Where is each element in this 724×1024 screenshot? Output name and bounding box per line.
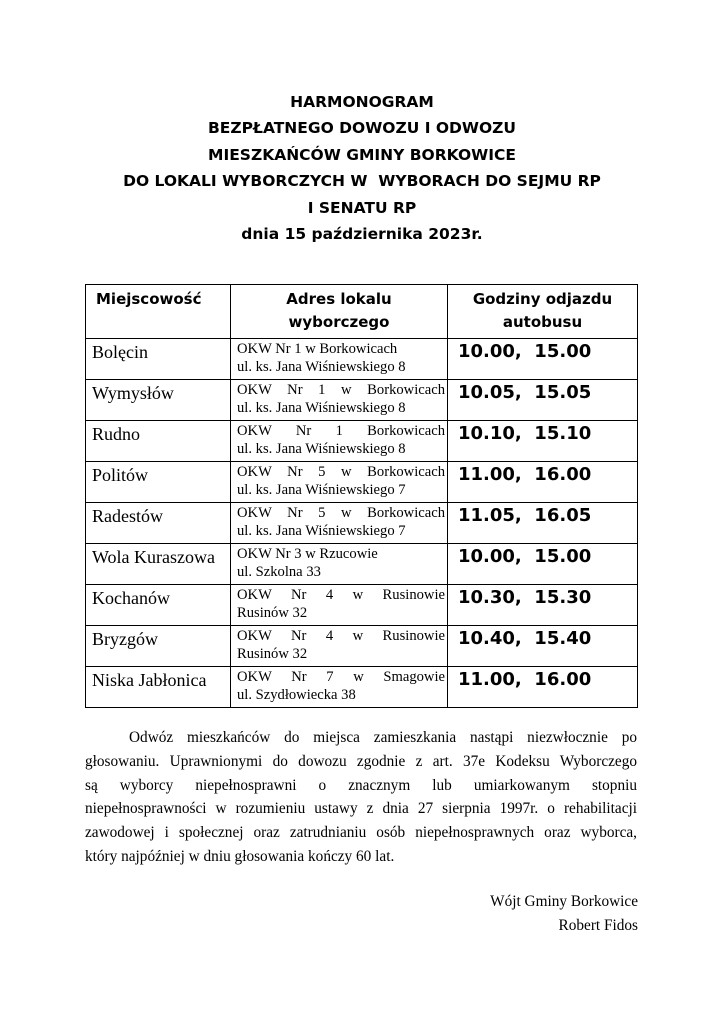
table-row: [86, 585, 638, 626]
place-cell: Kochanów: [86, 585, 231, 626]
document-title: [0, 89, 724, 247]
address-line2: ul. ks. Jana Wiśniewskiego 8: [237, 359, 406, 375]
schedule-table: [85, 284, 638, 708]
table-row: [86, 339, 638, 380]
transport-notice-paragraph: [85, 726, 637, 869]
place-cell: Wymysłów: [86, 380, 231, 421]
header-place: Miejscowość: [86, 285, 231, 339]
address-line1: OKW Nr 5 w Borkowicach: [237, 464, 445, 480]
address-line2: ul. ks. Jana Wiśniewskiego 8: [237, 441, 406, 457]
address-line1: OKW Nr 5 w Borkowicach: [237, 505, 445, 521]
table-row: [86, 380, 638, 421]
place-cell: Rudno: [86, 421, 231, 462]
departure-times-cell: 10.10, 15.10: [448, 421, 638, 462]
header-address: [231, 285, 448, 339]
signatory-role: Wójt Gminy Borkowice: [490, 893, 638, 910]
departure-times-cell: 10.30, 15.30: [448, 585, 638, 626]
address-line2: Rusinów 32: [237, 646, 308, 662]
title-line: I SENATU RP: [307, 198, 417, 217]
header-departure-line1: Godziny odjazdu: [472, 290, 613, 308]
header-address-line1: Adres lokalu: [286, 290, 392, 308]
address-line1: OKW Nr 1 w Borkowicach: [237, 382, 445, 398]
title-line: dnia 15 października 2023r.: [241, 225, 483, 244]
address-line2: ul. ks. Jana Wiśniewskiego 7: [237, 523, 406, 539]
address-cell: [231, 421, 448, 462]
address-cell: [231, 667, 448, 708]
address-cell: [231, 503, 448, 544]
header-departure: [448, 285, 638, 339]
address-cell: [231, 585, 448, 626]
address-line2: ul. Szydłowiecka 38: [237, 687, 356, 703]
table-row: [86, 421, 638, 462]
address-cell: [231, 462, 448, 503]
address-cell: [231, 626, 448, 667]
paragraph-line: głosowaniu. Uprawnionymi do dowozu zgodnie z art. 37e Kodeksu Wyborczego: [85, 752, 637, 770]
title-line: MIESZKAŃCÓW GMINY BORKOWICE: [208, 145, 516, 164]
place-cell: Bryzgów: [86, 626, 231, 667]
departure-times-cell: 10.40, 15.40: [448, 626, 638, 667]
address-line1: OKW Nr 7 w Smagowie: [237, 669, 445, 685]
address-line2: ul. ks. Jana Wiśniewskiego 8: [237, 400, 406, 416]
address-cell: [231, 339, 448, 380]
address-line2: ul. Szkolna 33: [237, 564, 321, 580]
table-row: [86, 544, 638, 585]
title-line: DO LOKALI WYBORCZYCH W WYBORACH DO SEJMU RP: [123, 172, 601, 191]
departure-times-cell: 11.05, 16.05: [448, 503, 638, 544]
address-line1: OKW Nr 4 w Rusinowie: [237, 628, 445, 644]
table-row: [86, 626, 638, 667]
paragraph-line: niepełnosprawności w rozumieniu ustawy z dnia 27 sierpnia 1997r. o rehabilitacji: [85, 800, 637, 818]
paragraph-line: są wyborcy niepełnosprawni o znacznym lub umiarkowanym stopniu: [85, 776, 637, 794]
place-cell: Wola Kuraszowa: [86, 544, 231, 585]
paragraph-line: który najpóźniej w dniu głosowania kończy 60 lat.: [85, 847, 395, 865]
paragraph-line: Odwóz mieszkańców do miejsca zamieszkania nastąpi niezwłocznie po: [129, 729, 637, 746]
address-cell: [231, 380, 448, 421]
address-line2: Rusinów 32: [237, 605, 308, 621]
address-line1: OKW Nr 4 w Rusinowie: [237, 587, 445, 603]
signatory-name: Robert Fidos: [558, 916, 638, 934]
header-address-line2: wyborczego: [288, 313, 390, 331]
place-cell: Politów: [86, 462, 231, 503]
header-departure-line2: autobusu: [502, 313, 583, 331]
address-cell: [231, 544, 448, 585]
address-line2: ul. ks. Jana Wiśniewskiego 7: [237, 482, 406, 498]
departure-times-cell: 10.05, 15.05: [448, 380, 638, 421]
departure-times-cell: 11.00, 16.00: [448, 667, 638, 708]
departure-times-cell: 11.00, 16.00: [448, 462, 638, 503]
departure-times-cell: 10.00, 15.00: [448, 544, 638, 585]
table-row: [86, 503, 638, 544]
departure-times-cell: 10.00, 15.00: [448, 339, 638, 380]
signature-block: [490, 890, 638, 938]
address-line1: OKW Nr 1 Borkowicach: [237, 423, 445, 439]
place-cell: Bolęcin: [86, 339, 231, 380]
title-line: BEZPŁATNEGO DOWOZU I ODWOZU: [207, 119, 517, 138]
place-cell: Radestów: [86, 503, 231, 544]
paragraph-line: zawodowej i społecznej oraz zatrudnianiu osób niepełnosprawnych oraz wyborca,: [85, 824, 637, 842]
address-line1: OKW Nr 3 w Rzucowie: [237, 546, 378, 562]
table-row: [86, 667, 638, 708]
table-row: [86, 462, 638, 503]
place-cell: Niska Jabłonica: [86, 667, 231, 708]
title-line: HARMONOGRAM: [290, 93, 434, 111]
table-header-row: [86, 285, 638, 339]
address-line1: OKW Nr 1 w Borkowicach: [237, 341, 398, 357]
